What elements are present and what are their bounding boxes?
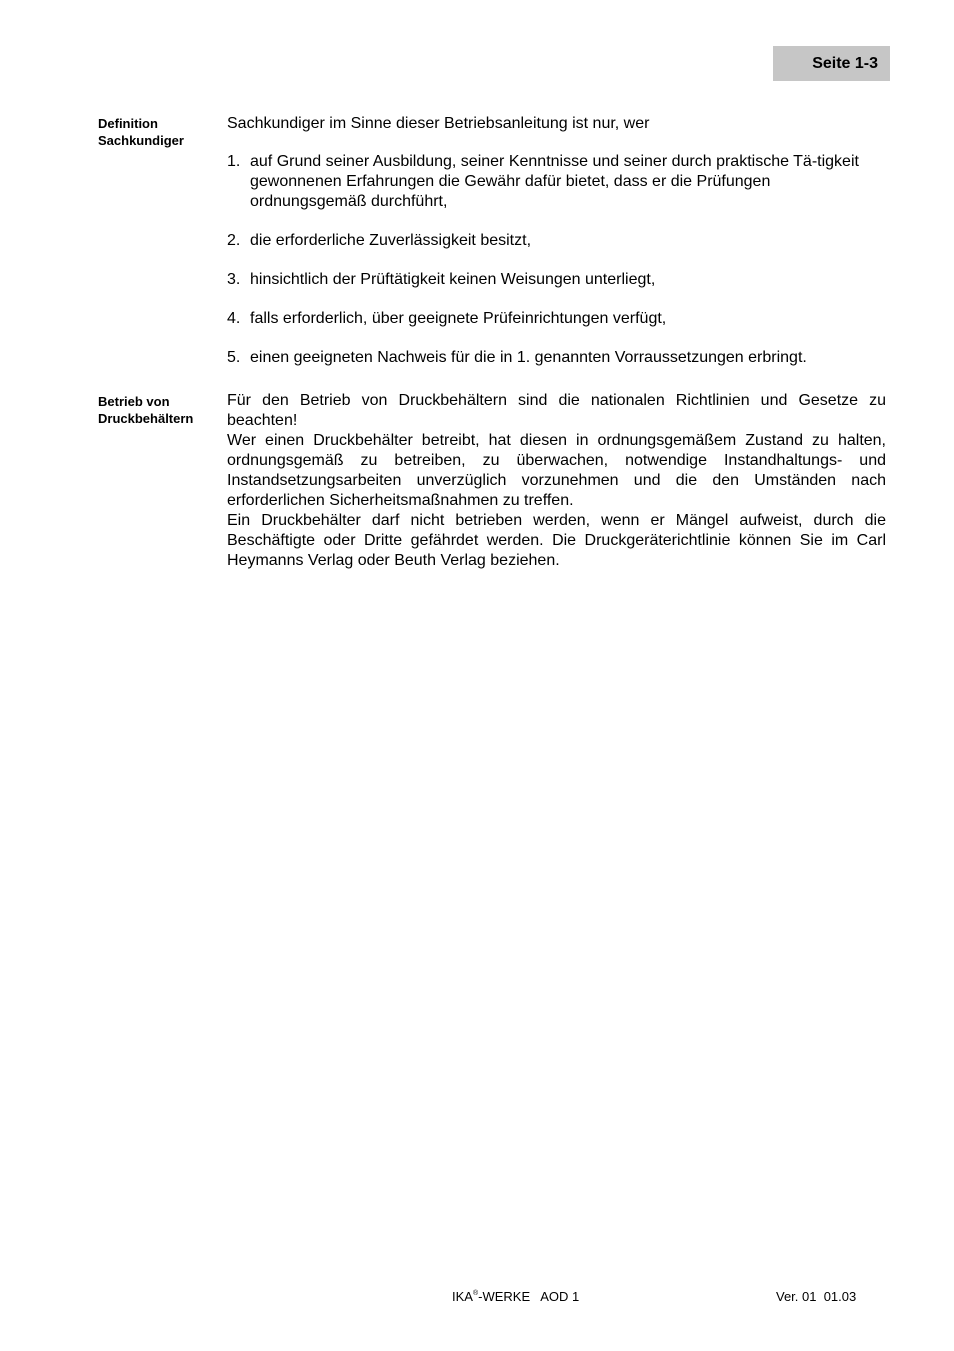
footer-company <box>452 1289 579 1304</box>
list-item-text: einen geeigneten Nachweis für die in 1. genannten Vorraussetzungen erbringt. <box>250 349 807 366</box>
list-item-text: die erforderliche Zuverlässigkeit besitzt, <box>250 232 532 249</box>
list-item <box>227 348 886 368</box>
registered-mark: ® <box>472 1290 479 1297</box>
section-label-line: Sachkundiger <box>98 133 184 148</box>
definition-intro: Sachkundiger im Sinne dieser Betriebsanleitung ist nur, wer <box>227 115 650 132</box>
list-item-text: falls erforderlich, über geeignete Prüfeinrichtungen verfügt, <box>250 310 667 327</box>
list-item <box>227 231 886 251</box>
section-label-operation <box>98 393 218 427</box>
list-item <box>227 309 886 329</box>
operation-text-block <box>227 391 886 571</box>
list-item-number: 4. <box>227 310 241 327</box>
section-label-line: Betrieb von <box>98 394 170 409</box>
paragraph: Wer einen Druckbehälter betreibt, hat diesen in ordnungsgemäßem Zustand zu halten, ordnungsgemäß zu betreiben, zu überwachen, notwendige Instandhaltungs- und Instandsetzungsarbeiten unverzüglich vorzunehmen und die den Umständen nach erforderlichen Sicherheitsmaßnahmen zu treffen. <box>227 432 886 509</box>
page-number-label: Seite 1-3 <box>812 54 878 72</box>
section-label-line: Druckbehältern <box>98 411 194 426</box>
requirements-list <box>227 152 886 387</box>
list-item-number: 1. <box>227 153 241 170</box>
list-item-number: 3. <box>227 271 241 288</box>
list-item-text: auf Grund seiner Ausbildung, seiner Kenntnisse und seiner durch praktische Tä-tigkeit gewonnenen Erfahrungen die Gewähr dafür bietet, dass er die Prüfungen ordnungsgemäß durchführt, <box>250 153 859 210</box>
list-item-number: 2. <box>227 232 241 249</box>
section-label-line: Definition <box>98 116 158 131</box>
paragraph: Ein Druckbehälter darf nicht betrieben werden, wenn er Mängel aufweist, durch die Beschäftigte oder Dritte gefährdet werden. Die Druckgeräterichtlinie können Sie im Carl Heymanns Verlag oder Beuth Verlag beziehen. <box>227 512 886 569</box>
footer-version: Ver. 01 01.03 <box>776 1289 857 1304</box>
list-item <box>227 152 886 212</box>
footer-company-prefix: IKA <box>452 1289 473 1304</box>
list-item-number: 5. <box>227 349 241 366</box>
page-number-badge <box>773 46 890 81</box>
list-item-text: hinsichtlich der Prüftätigkeit keinen Weisungen unterliegt, <box>250 271 656 288</box>
list-item <box>227 270 886 290</box>
paragraph: Für den Betrieb von Druckbehältern sind die nationalen Richtlinien und Gesetze zu beachten! <box>227 392 886 429</box>
section-label-definition <box>98 115 218 149</box>
footer-company-suffix: -WERKE AOD 1 <box>478 1289 580 1304</box>
